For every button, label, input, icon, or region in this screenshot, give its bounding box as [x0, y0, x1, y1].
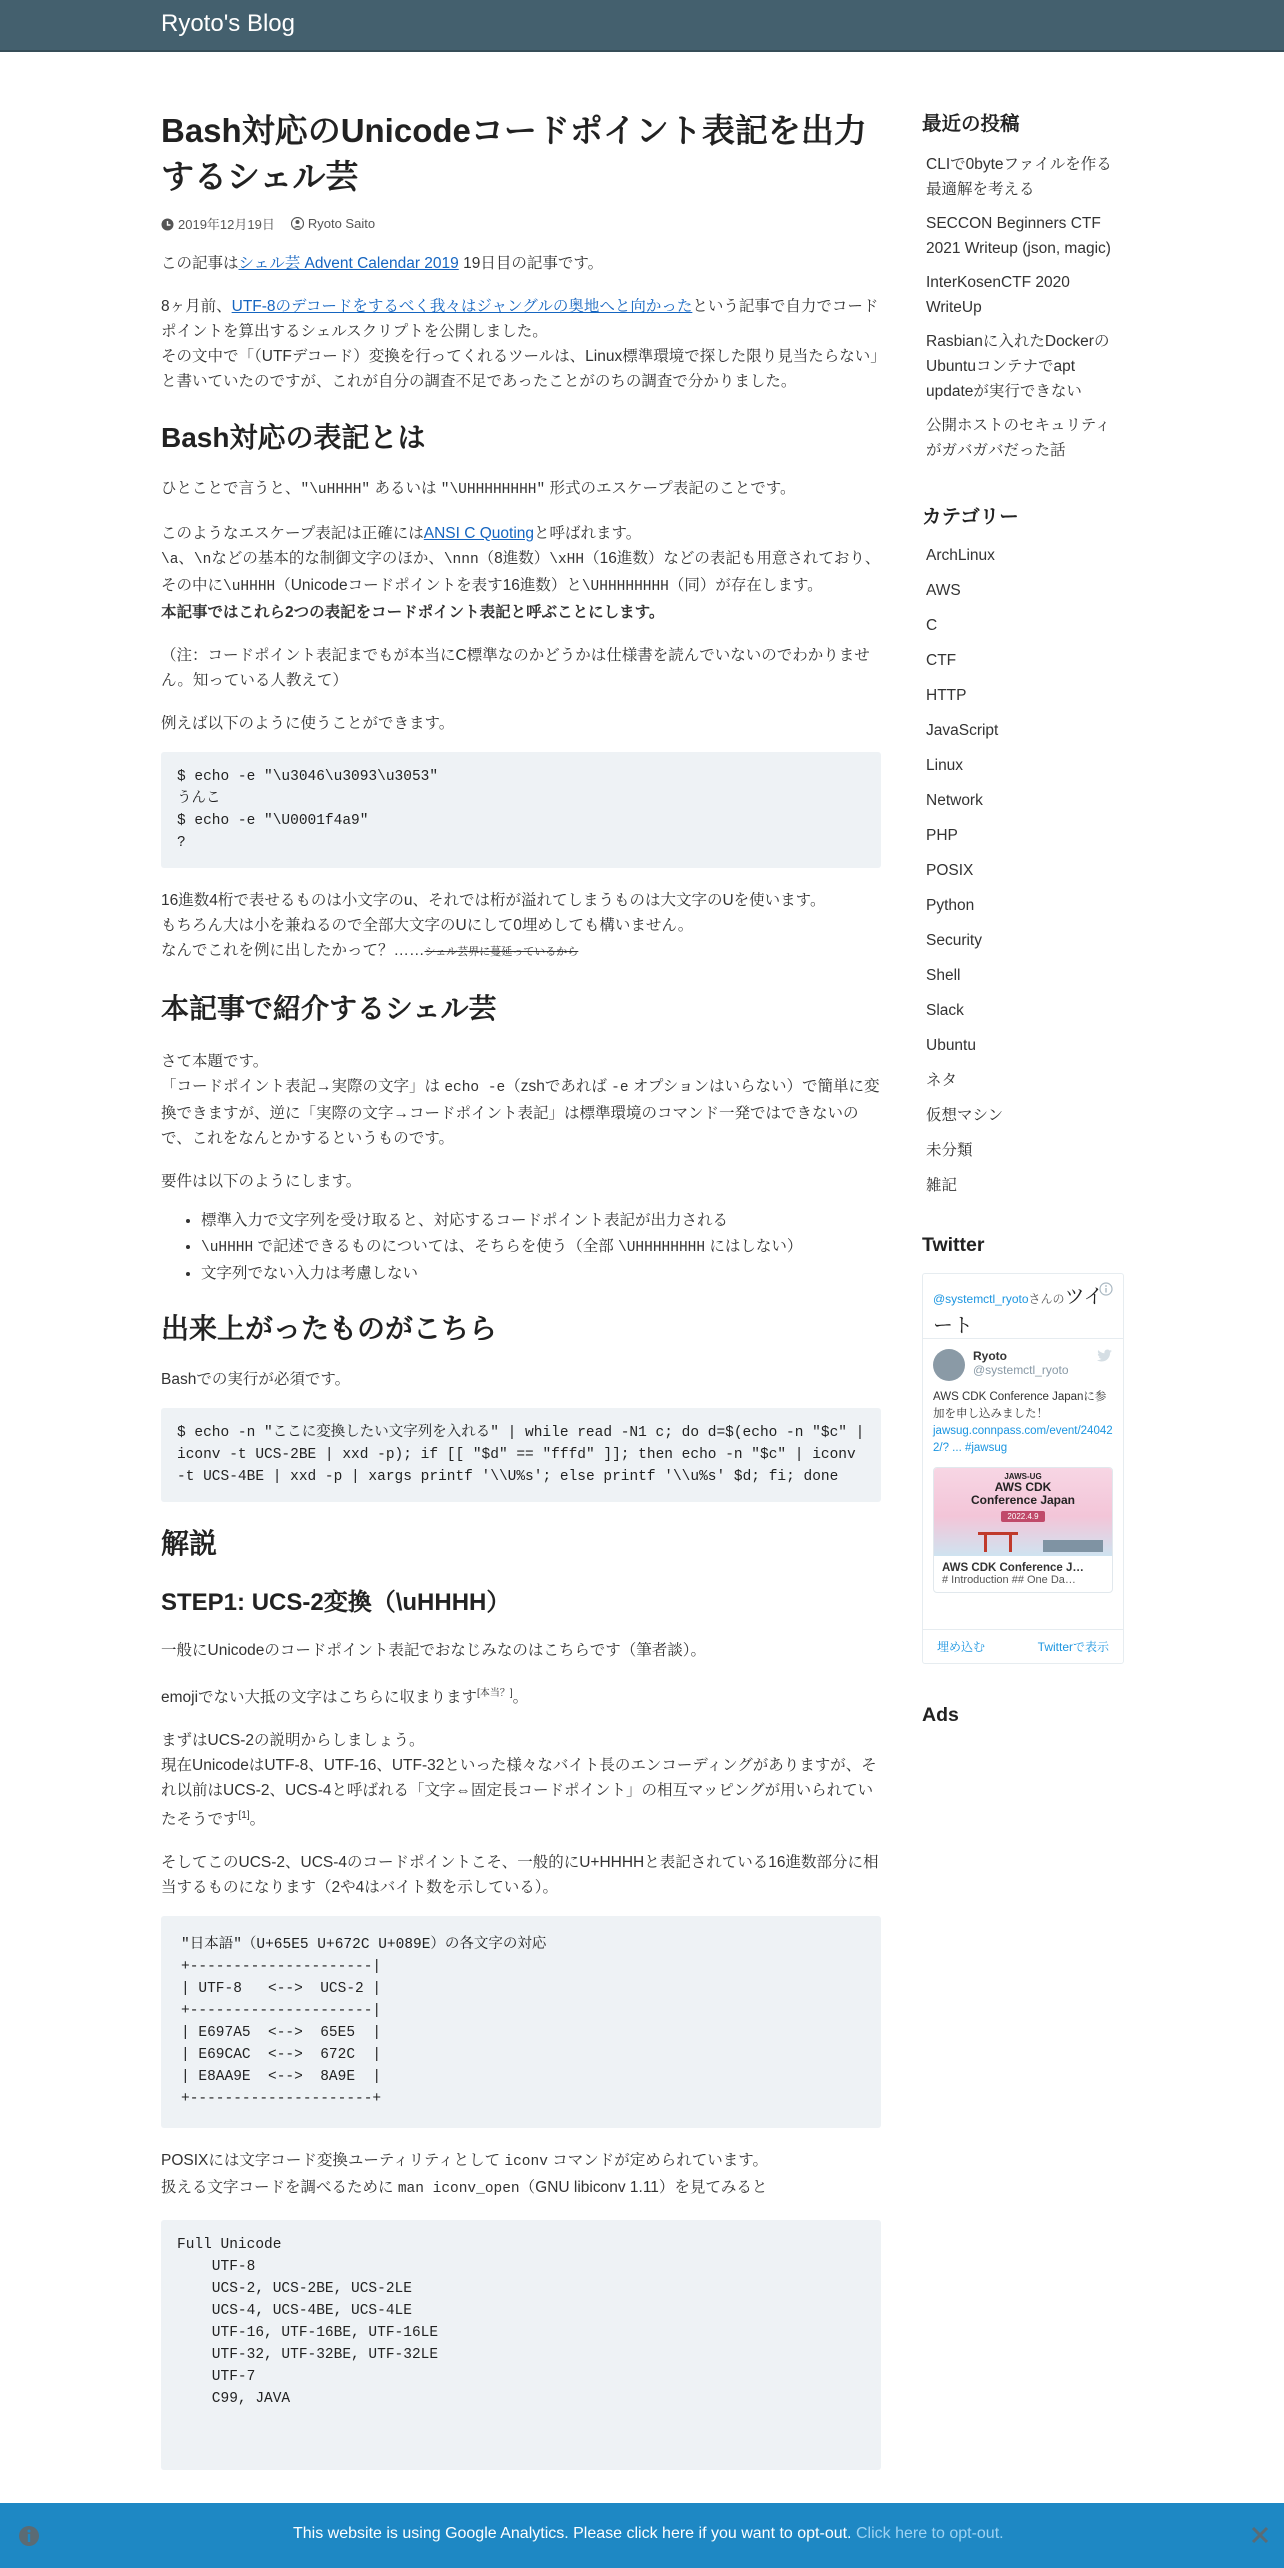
paragraph-requirements: 要件は以下のようにします。 [161, 1173, 362, 1190]
recent-post-link[interactable]: InterKosenCTF 2020 WriteUp [926, 274, 1070, 316]
tweet-author-handle: @systemctl_ryoto [973, 1363, 1069, 1377]
category-link[interactable]: Python [926, 897, 975, 914]
list-item: • \uHHHH で記述できるものについては、そちらを使う（全部 \UHHHHHHHH にはしない） [201, 1234, 881, 1261]
category-link[interactable]: AWS [926, 582, 961, 599]
torii-gate-icon [948, 1526, 1113, 1552]
recent-post-link[interactable]: 公開ホストのセキュリティがガバガバだった話 [926, 417, 1111, 459]
recent-post-link[interactable]: SECCON Beginners CTF 2021 Writeup (json, magic) [926, 215, 1111, 257]
twitter-bird-icon [1097, 1349, 1113, 1366]
requirements-list [161, 1208, 881, 1287]
category-link[interactable]: 未分類 [926, 1142, 973, 1159]
advent-calendar-link[interactable]: シェル芸 Advent Calendar 2019 [238, 255, 459, 272]
paragraph-definition: ひとことで言うと、"\uHHHH" あるいは "\UHHHHHHHH" 形式のエスケープ表記のことです。 [161, 480, 796, 498]
paragraph-emoji: emojiでない大抵の文字はこちらに収まります[本当？]。 [161, 1688, 529, 1707]
code-block-table: "日本語"（U+65E5 U+672C U+089E）の各文字の対応 +---------------------| | UTF-8 <--> UCS-2 | +---------------------| | E697A5 <--> 65E5 | | E69CAC <--> 672C | | E8AA9E <--> 8A9E | +---------------------+ [161, 1916, 881, 2128]
category-link[interactable]: 雑記 [926, 1177, 958, 1194]
paragraph-common-notation: 一般にUnicodeのコードポイント表記でおなじみなのはこちらです（筆者談）。 [161, 1642, 706, 1659]
heading-bash-notation: Bash対応の表記とは [161, 422, 426, 453]
recent-posts-title: 最近の投稿 [922, 113, 1020, 135]
post-date: 2019年12月19日 [161, 214, 275, 233]
category-link[interactable]: Linux [926, 757, 964, 774]
footnote-ref[interactable]: [本当？] [477, 1688, 513, 1699]
info-icon[interactable] [1099, 1282, 1113, 1299]
paragraph-iconv: POSIXには文字コード変換ユーティリティとして iconv コマンドが定められています。 扱える文字コードを調べるために man iconv_open（GNU libiconv 1.11）を見てみると [161, 2152, 768, 2198]
paragraph-codepoints: そしてこのUCS-2、UCS-4のコードポイントこそ、一般的にU+HHHHと表記されている16進数部分に相当するものになります（2や4はバイト数を示している）。 [161, 1854, 879, 1897]
category-link[interactable]: ネタ [926, 1072, 958, 1089]
list-item: • 標準入力で文字列を受け取ると、対応するコードポイント表記が出力される [201, 1208, 881, 1234]
paragraph-hex-digits: 16進数4桁で表せるものは小文字のu、それでは桁が溢れてしまうものは大文字のUを使います。 もちろん大は小を兼ねるので全部大文字のUにして0埋めしても構いません。 なんでこれを例に出したかって？……シェル芸界に蔓延っているから [161, 892, 826, 959]
heading-step1: STEP1: UCS-2変換（\uHHHH） [161, 1589, 511, 1616]
view-on-twitter-link[interactable]: Twitterで表示 [1037, 1640, 1109, 1654]
card-caption: AWS CDK Conference J… [942, 1562, 1084, 1574]
paragraph-usage: 例えば以下のように使うことができます。 [161, 715, 455, 732]
paragraph-bash-required: Bashでの実行が必須です。 [161, 1371, 351, 1388]
site-title-link[interactable]: Ryoto's Blog [161, 10, 295, 37]
category-link[interactable]: ArchLinux [926, 547, 995, 564]
card-badge: JAWS-UG [1004, 1472, 1042, 1481]
recent-post-link[interactable]: Rasbianに入れたDockerのUbuntuコンテナでapt updateが実行できない [926, 333, 1110, 400]
categories-list [922, 543, 1122, 1198]
paragraph-note: （注：コードポイント表記までもが本当にC標準なのかどうかは仕様書を読んでいないのでわかりません。知っている人教えて） [161, 647, 870, 689]
recent-post-link[interactable]: CLIで0byteファイルを作る最適解を考える [926, 156, 1112, 198]
paragraph-ansi-c: このようなエスケープ表記は正確にはANSI C Quotingと呼ばれます。 \a、\nなどの基本的な制御文字のほか、\nnn（8進数）\xHH（16進数）などの表記も用意されており、その中に\uHHHH（Unicodeコードポイントを表す16進数）と\UHHHHHHHH（同）が存在します。 本記事ではこれら2つの表記をコードポイント表記と呼ぶことにします。 [161, 525, 881, 621]
paragraph-ucs2: まずはUCS-2の説明からしましょう。 現在UnicodeはUTF-8、UTF-16、UTF-32といった様々なバイト長のエンコーディングがありますが、それ以前はUCS-2、UCS-4と呼ばれる「文字⇔固定長コードポイント」の相互マッピングが用いられていたそうです[1]。 [161, 1732, 877, 1829]
heading-shell-art: 本記事で紹介するシェル芸 [161, 993, 497, 1024]
twitter-widget-footer [923, 1629, 1123, 1663]
category-link[interactable]: POSIX [926, 862, 974, 879]
category-link[interactable]: Slack [926, 1002, 964, 1019]
card-date: 2022.4.9 [1001, 1511, 1044, 1522]
recent-posts [922, 152, 1122, 463]
code-block-echo: $ echo -e "\u3046\u3093\u3053" うんこ $ echo -e "\U0001f4a9" ? [161, 752, 881, 868]
site-header [0, 0, 1284, 52]
opt-out-link[interactable]: Click here to opt-out. [855, 2525, 1004, 2542]
code-block-main: $ echo -n "ここに変換したい文字列を入れる" | while read -N1 c; do d=$(echo -n "$c" | iconv -t UCS-2BE | xxd -p); if [[ "$d" == "fffd" ]]; then echo -n "$c" | iconv -t UCS-4BE | xxd -p | xargs printf '\\U%s'; else printf '\\u%s' $d; fi; done [161, 1408, 881, 1502]
sidebar [922, 108, 1122, 1727]
twitter-widget [922, 1273, 1124, 1664]
cookie-banner [0, 2503, 1284, 2568]
paragraph-background: 8ヶ月前、UTF-8のデコードをするべく我々はジャングルの奥地へと向かったという記事で自力でコードポイントを算出するシェルスクリプトを公開しました。 その文中で「（UTFデコード）変換を行ってくれるツールは、Linux標準環境で探した限り見当たらない」と書いていたのですが、これが自分の調査不足であったことがのちの調査で分かりました。 [161, 298, 879, 390]
tweet-author-name: Ryoto [973, 1349, 1007, 1363]
ads-title: Ads [922, 1704, 959, 1726]
embed-link[interactable]: 埋め込む [937, 1640, 986, 1654]
card-image [934, 1468, 1112, 1556]
twitter-title: Twitter [922, 1234, 985, 1256]
ansi-c-quoting-link[interactable]: ANSI C Quoting [423, 525, 535, 542]
avatar[interactable] [933, 1349, 965, 1381]
category-link[interactable]: CTF [926, 652, 957, 669]
post-author: Ryoto Saito [291, 216, 375, 231]
footnote-ref[interactable]: [1] [238, 1810, 250, 1822]
category-link[interactable]: Ubuntu [926, 1037, 976, 1054]
clock-icon [161, 218, 174, 231]
category-link[interactable]: C [926, 617, 938, 634]
tweet-card[interactable] [933, 1467, 1113, 1593]
twitter-widget-header: @systemctl_ryotoさんのツイート [923, 1274, 1123, 1339]
list-item: • 文字列でない入力は考慮しない [201, 1261, 881, 1287]
user-icon [291, 217, 304, 230]
category-link[interactable]: 仮想マシン [926, 1107, 1004, 1124]
card-subtitle: # Introduction ## One Da… [942, 1574, 1076, 1586]
code-block-iconv: Full Unicode UTF-8 UCS-2, UCS-2BE, UCS-2LE UCS-4, UCS-4BE, UCS-4LE UTF-16, UTF-16BE, UTF-16LE UTF-32, UTF-32BE, UTF-32LE UTF-7 C99, JAVA [161, 2220, 881, 2470]
twitter-handle-link[interactable]: @systemctl_ryoto [933, 1292, 1029, 1306]
tweet[interactable] [923, 1339, 1123, 1629]
card-title-1: AWS CDK [994, 1480, 1052, 1494]
cookie-message: This website is using Google Analytics. Please click here if you want to opt-out. Click here to opt-out. [293, 2525, 1004, 2542]
article [161, 108, 881, 2470]
tweet-text: AWS CDK Conference Japanに参加を申し込みました！ [933, 1391, 1107, 1420]
close-icon[interactable] [1250, 2525, 1270, 2550]
category-link[interactable]: PHP [926, 827, 958, 844]
category-link[interactable]: JavaScript [926, 722, 999, 739]
heading-explanation: 解説 [161, 1528, 218, 1559]
category-link[interactable]: HTTP [926, 687, 967, 704]
tweet-link[interactable]: jawsug.connpass.com/event/240422/? ... #jawsug [933, 1425, 1113, 1454]
card-title-2: Conference Japan [970, 1493, 1076, 1507]
category-link[interactable]: Network [926, 792, 983, 809]
info-icon [18, 2525, 40, 2552]
categories-title: カテゴリー [922, 506, 1019, 528]
post-title: Bash対応のUnicodeコードポイント表記を出力するシェル芸 [161, 112, 867, 195]
previous-article-link[interactable]: UTF-8のデコードをするべく我々はジャングルの奥地へと向かった [231, 298, 693, 315]
heading-result: 出来上がったものがこちら [161, 1313, 498, 1344]
category-link[interactable]: Security [926, 932, 982, 949]
category-link[interactable]: Shell [926, 967, 961, 984]
post-meta [161, 214, 881, 233]
paragraph-main-topic: さて本題です。 「コードポイント表記→実際の文字」は echo -e（zshであれば -e オプションはいらない）で簡単に変換できますが、逆に「実際の文字→コードポイント表記」は標準環境のコマンド一発ではできないので、これをなんとかするというものです。 [161, 1053, 880, 1147]
intro-paragraph: この記事はシェル芸 Advent Calendar 2019 19日目の記事です。 [161, 255, 604, 272]
